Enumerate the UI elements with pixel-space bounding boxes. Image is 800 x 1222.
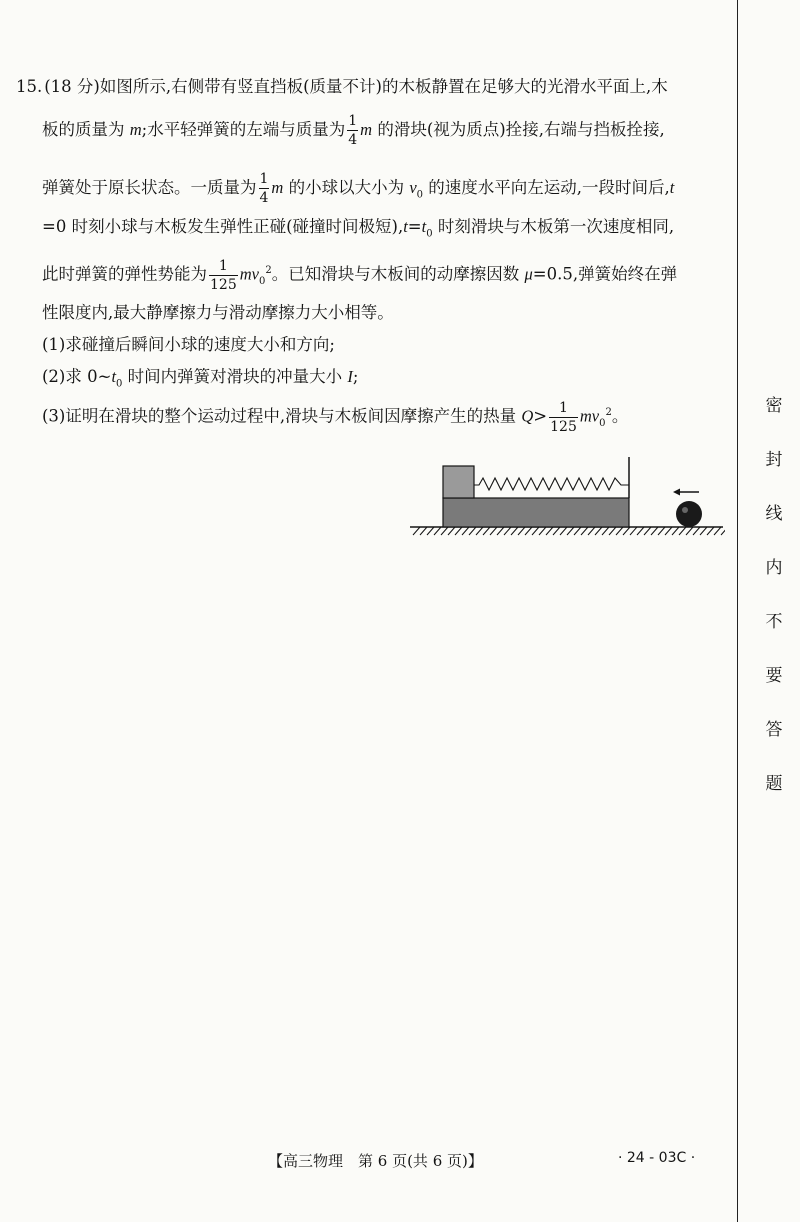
- problem-line-1: 15. (18 分)如图所示,右侧带有竖直挡板(质量不计)的木板静置在足够大的光滑水平面上,木: [16, 77, 668, 96]
- problem-line-4: =0 时刻小球与木板发生弹性正碰(碰撞时间极短)$,t=t_0$ 时刻滑块与木板第一次速度相同,: [42, 217, 675, 240]
- ground: [410, 527, 725, 535]
- ground-hatch: [462, 527, 469, 535]
- board-spring-ball-figure: [405, 455, 725, 541]
- ground-hatch: [707, 527, 714, 535]
- fraction-energy: $\frac{1}{125}$: [210, 257, 237, 293]
- binding-line: [737, 0, 738, 1222]
- footer-exam-code: · 24 - 03C ·: [618, 1150, 696, 1166]
- ground-hatch: [511, 527, 518, 535]
- sub-question-1: (1)求碰撞后瞬间小球的速度大小和方向;: [42, 335, 335, 354]
- ground-hatch: [665, 527, 672, 535]
- ground-hatch: [504, 527, 511, 535]
- ground-hatch: [609, 527, 616, 535]
- problem-line-2: 板的质量为 m;水平轻弹簧的左端与质量为 $\frac{1}{4}$ m 的滑块(视为质点)拴接,右端与挡板拴接,: [42, 113, 665, 148]
- ground-hatch: [714, 527, 721, 535]
- ground-hatch: [630, 527, 637, 535]
- fraction-energy: $\frac{1}{125}$: [550, 399, 577, 435]
- ground-hatch: [413, 527, 420, 535]
- ground-hatch: [623, 527, 630, 535]
- footer-page-info: 【高三物理 第 6 页(共 6 页)】: [268, 1152, 483, 1170]
- ground-hatch: [700, 527, 707, 535]
- ground-hatch: [490, 527, 497, 535]
- ground-hatch: [476, 527, 483, 535]
- ground-hatch: [434, 527, 441, 535]
- slider-block: [443, 466, 474, 498]
- ground-hatch: [553, 527, 560, 535]
- ground-hatch: [532, 527, 539, 535]
- problem-line-5: 此时弹簧的弹性势能为 $\frac{1}{125}$ $mv_0^2$。已知滑块与木板间的动摩擦因数 μ=0.5,弹簧始终在弹: [42, 257, 678, 293]
- ground-hatch: [518, 527, 525, 535]
- ground-hatch: [637, 527, 644, 535]
- ground-hatch: [644, 527, 651, 535]
- ground-hatch: [483, 527, 490, 535]
- ground-hatch: [427, 527, 434, 535]
- ground-hatch: [581, 527, 588, 535]
- question-number: 15.: [16, 77, 43, 96]
- ground-hatch: [595, 527, 602, 535]
- problem-line-6: 性限度内,最大静摩擦力与滑动摩擦力大小相等。: [42, 303, 394, 322]
- ground-hatch: [679, 527, 686, 535]
- ground-hatch: [574, 527, 581, 535]
- ground-hatch: [455, 527, 462, 535]
- ground-hatch: [686, 527, 693, 535]
- ground-hatch: [693, 527, 700, 535]
- ground-hatch: [469, 527, 476, 535]
- fraction-quarter: $\frac{1}{4}$: [259, 171, 269, 206]
- ground-hatch: [651, 527, 658, 535]
- ground-hatch: [560, 527, 567, 535]
- ground-hatch: [567, 527, 574, 535]
- ground-hatch: [441, 527, 448, 535]
- spring: [474, 478, 629, 490]
- ground-hatch: [525, 527, 532, 535]
- ground-hatch: [616, 527, 623, 535]
- ground-hatch: [721, 527, 725, 535]
- problem-line-3: 弹簧处于原长状态。一质量为 $\frac{1}{4}$ m 的小球以大小为 $v_0$ 的速度水平向左运动,一段时间后,t: [42, 171, 675, 206]
- ground-hatch: [546, 527, 553, 535]
- page-footer: [0, 1150, 800, 1174]
- ground-hatch: [602, 527, 609, 535]
- sub-question-2: (2)求 $0\sim t_0$ 时间内弹簧对滑块的冲量大小 I;: [42, 367, 359, 390]
- ground-hatch: [420, 527, 427, 535]
- binding-notice: 密 封 线 内 不 要 答 题: [765, 396, 783, 794]
- sub-question-3: (3)证明在滑块的整个运动过程中,滑块与木板间因摩擦产生的热量 Q> $\frac{1}{125}$ $mv_0^2$。: [42, 399, 629, 435]
- ball: [676, 501, 702, 527]
- arrow-left-icon: [673, 489, 699, 496]
- ground-hatch: [658, 527, 665, 535]
- ground-hatch: [448, 527, 455, 535]
- ground-hatch: [672, 527, 679, 535]
- ground-hatch: [497, 527, 504, 535]
- ground-hatch: [588, 527, 595, 535]
- ground-hatch: [539, 527, 546, 535]
- wooden-board: [443, 498, 629, 527]
- fraction-quarter: $\frac{1}{4}$: [348, 113, 358, 148]
